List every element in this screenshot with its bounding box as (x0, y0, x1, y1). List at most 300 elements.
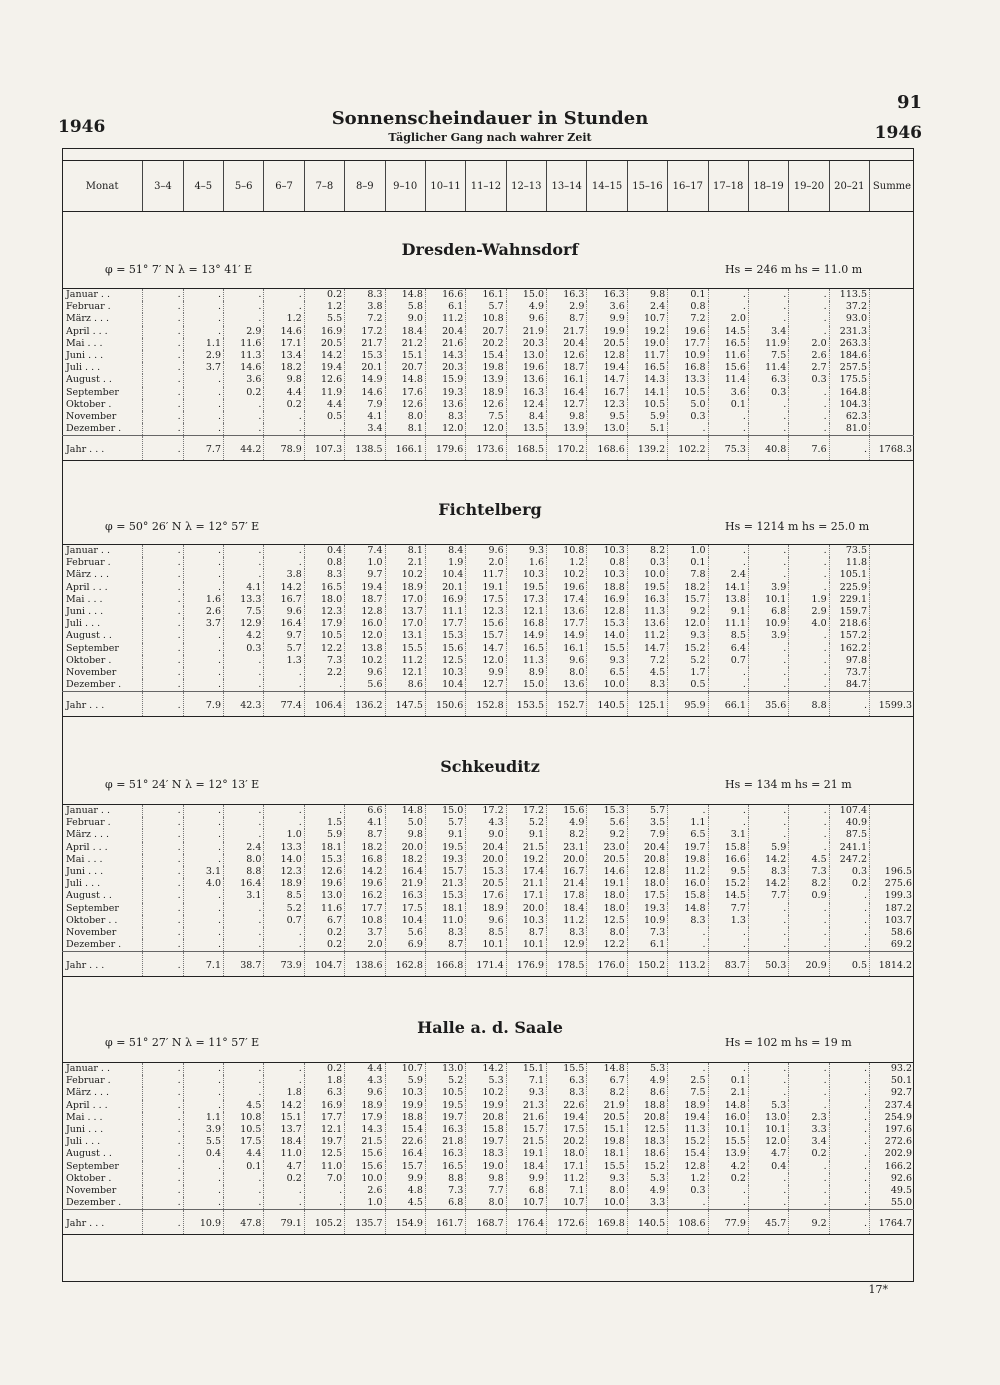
table-cell: 15.8 (466, 1124, 506, 1136)
table-cell: 20.7 (466, 326, 506, 338)
table-cell: 14.8 (385, 374, 425, 386)
year-total-cell: 152.7 (547, 692, 587, 717)
table-cell: 14.8 (385, 805, 425, 818)
table-cell: 8.7 (425, 939, 465, 952)
table-cell (870, 313, 915, 325)
table-cell (870, 594, 915, 606)
table-cell: 10.3 (587, 545, 627, 558)
table-cell: 8.3 (345, 289, 385, 302)
month-label: November (66, 666, 117, 678)
table-cell: . (143, 1075, 183, 1087)
column-header-row (62, 160, 914, 212)
table-cell: 9.6 (345, 1087, 385, 1099)
table-cell: 5.7 (627, 805, 667, 818)
table-cell: 0.4 (748, 1161, 788, 1173)
table-cell: . (224, 399, 264, 411)
table-cell: 15.3 (587, 618, 627, 630)
table-cell: 20.4 (466, 842, 506, 854)
table-cell: 15.2 (627, 1161, 667, 1173)
table-cell: . (224, 301, 264, 313)
year-total-cell: 139.2 (627, 436, 667, 461)
table-cell: . (789, 399, 829, 411)
table-cell: 17.1 (506, 890, 546, 902)
year-total-cell: 7.6 (789, 436, 829, 461)
table-cell: 17.7 (668, 338, 708, 350)
table-cell: . (304, 1185, 344, 1197)
table-cell: 17.2 (345, 326, 385, 338)
table-cell: . (829, 1185, 869, 1197)
table-cell: 11.7 (627, 350, 667, 362)
table-cell (870, 842, 915, 854)
table-cell: 13.3 (224, 594, 264, 606)
table-cell: 8.3 (425, 927, 465, 939)
month-label: November (66, 926, 117, 938)
year-total-cell: 1764.7 (870, 1210, 915, 1235)
table-cell: 20.0 (466, 854, 506, 866)
table-cell: . (789, 927, 829, 939)
table-cell: 19.5 (425, 842, 465, 854)
table-cell: 11.0 (304, 1161, 344, 1173)
table-cell: 9.6 (466, 545, 506, 558)
table-cell: 4.0 (183, 878, 223, 890)
table-cell: . (829, 890, 869, 902)
month-label: Oktober . (66, 398, 112, 410)
table-cell: 5.3 (748, 1100, 788, 1112)
table-cell: 11.3 (668, 1124, 708, 1136)
table-cell: 1.7 (668, 667, 708, 679)
table-cell: 20.4 (425, 326, 465, 338)
table-cell: . (183, 387, 223, 399)
table-cell: . (143, 582, 183, 594)
table-cell: 20.7 (385, 362, 425, 374)
month-label: Juli . . . (66, 362, 101, 374)
column-header: Summe (870, 161, 915, 212)
table-row (62, 667, 914, 679)
table-cell: 9.3 (587, 655, 627, 667)
table-cell: . (143, 423, 183, 436)
table-cell: 1.0 (668, 545, 708, 558)
table-cell: 8.2 (789, 878, 829, 890)
table-cell: . (224, 1087, 264, 1099)
month-label: März . . . (66, 829, 110, 841)
table-cell: 21.4 (547, 878, 587, 890)
table-cell: 17.6 (385, 387, 425, 399)
year-total-cell: 77.9 (708, 1210, 748, 1235)
year-total-cell: 161.7 (425, 1210, 465, 1235)
table-cell: 16.4 (385, 1148, 425, 1160)
table-cell: 15.1 (385, 350, 425, 362)
table-cell: 17.6 (466, 890, 506, 902)
table-cell: . (789, 569, 829, 581)
table-cell: . (829, 1197, 869, 1210)
table-cell: 8.3 (547, 1087, 587, 1099)
table-cell: 17.5 (224, 1136, 264, 1148)
month-label: August . . (66, 1148, 112, 1160)
page-subtitle: Täglicher Gang nach wahrer Zeit (388, 131, 592, 144)
year-total-cell: 9.2 (789, 1210, 829, 1235)
table-cell: 10.7 (547, 1197, 587, 1210)
table-cell: . (708, 301, 748, 313)
table-cell: 7.3 (304, 655, 344, 667)
table-cell: . (143, 1063, 183, 1076)
table-cell: 6.7 (304, 915, 344, 927)
table-cell: 15.1 (587, 1124, 627, 1136)
table-cell: 13.9 (547, 423, 587, 436)
year-total-cell: 168.5 (506, 436, 546, 461)
table-cell: 81.0 (829, 423, 869, 436)
table-cell (870, 411, 915, 423)
table-cell: 7.1 (506, 1075, 546, 1087)
table-cell: 4.2 (224, 630, 264, 642)
table-cell: 5.2 (264, 903, 304, 915)
table-cell: . (183, 1075, 223, 1087)
table-cell: 159.7 (829, 606, 869, 618)
table-cell: 3.9 (748, 582, 788, 594)
table-cell: 2.5 (668, 1075, 708, 1087)
table-cell: 6.7 (587, 1075, 627, 1087)
table-row (62, 1063, 914, 1076)
table-cell: 7.5 (466, 411, 506, 423)
table-cell: 11.8 (829, 557, 869, 569)
table-cell: 4.2 (708, 1161, 748, 1173)
table-cell: 8.5 (466, 927, 506, 939)
table-cell: 18.9 (385, 582, 425, 594)
table-cell: 10.5 (668, 387, 708, 399)
table-cell: 4.9 (627, 1075, 667, 1087)
table-cell: . (183, 817, 223, 829)
table-cell: . (748, 569, 788, 581)
year-total-cell: 152.8 (466, 692, 506, 717)
table-row (62, 1148, 914, 1160)
month-label: Oktober . . (66, 914, 118, 926)
table-cell: 12.9 (547, 939, 587, 952)
table-cell: 16.3 (627, 594, 667, 606)
table-cell: 14.2 (264, 582, 304, 594)
table-cell: 3.5 (627, 817, 667, 829)
year-total-cell: 147.5 (385, 692, 425, 717)
column-header: 11–12 (466, 161, 506, 212)
table-cell: 9.8 (385, 829, 425, 841)
table-cell: 9.0 (466, 829, 506, 841)
table-cell: 14.2 (345, 866, 385, 878)
table-cell: 105.1 (829, 569, 869, 581)
table-cell: . (304, 423, 344, 436)
table-cell: 1.2 (668, 1173, 708, 1185)
table-cell: 15.9 (425, 374, 465, 386)
table-cell: 12.5 (425, 655, 465, 667)
month-label: Mai . . . (66, 853, 103, 865)
table-cell: . (143, 1197, 183, 1210)
table-cell: 73.7 (829, 667, 869, 679)
table-cell: 17.7 (345, 903, 385, 915)
table-cell: 15.7 (425, 866, 465, 878)
table-cell: 9.6 (506, 313, 546, 325)
table-cell: 13.8 (708, 594, 748, 606)
table-cell: . (748, 1173, 788, 1185)
table-cell: 7.9 (627, 829, 667, 841)
table-cell: 2.9 (183, 350, 223, 362)
table-cell: . (183, 927, 223, 939)
table-cell: . (224, 423, 264, 436)
table-cell: 5.9 (627, 411, 667, 423)
column-header: 14–15 (587, 161, 627, 212)
table-cell: . (183, 854, 223, 866)
table-cell: 17.4 (506, 866, 546, 878)
table-cell: 1.5 (304, 817, 344, 829)
table-cell (870, 655, 915, 667)
table-cell: 257.5 (829, 362, 869, 374)
year-total-cell: 125.1 (627, 692, 667, 717)
table-row (62, 866, 914, 878)
month-label: Juli . . . (66, 618, 101, 630)
table-cell (870, 854, 915, 866)
table-cell: 197.6 (870, 1124, 915, 1136)
table-row (62, 313, 914, 325)
table-cell: 0.9 (789, 890, 829, 902)
table-cell: . (789, 679, 829, 692)
table-row (62, 842, 914, 854)
table-cell: 7.4 (345, 545, 385, 558)
table-cell: 8.7 (547, 313, 587, 325)
table-cell: 0.4 (183, 1148, 223, 1160)
year-total-cell: 138.5 (345, 436, 385, 461)
table-cell: 12.3 (304, 606, 344, 618)
table-cell: 19.9 (385, 1100, 425, 1112)
table-cell: 15.2 (708, 878, 748, 890)
column-header: 3–4 (143, 161, 183, 212)
table-cell: 7.8 (668, 569, 708, 581)
table-cell (870, 289, 915, 302)
table-cell: 11.3 (224, 350, 264, 362)
table-cell: 16.3 (547, 289, 587, 302)
table-cell: 1.6 (183, 594, 223, 606)
table-cell: 9.6 (466, 915, 506, 927)
table-cell: 0.2 (304, 289, 344, 302)
year-total-cell: . (829, 1210, 869, 1235)
year-total-cell: 75.3 (708, 436, 748, 461)
table-cell: 8.4 (506, 411, 546, 423)
month-label: September (66, 1160, 119, 1172)
table-cell: 6.1 (627, 939, 667, 952)
table-cell: . (748, 1197, 788, 1210)
table-cell: . (183, 1063, 223, 1076)
table-cell: 16.4 (264, 618, 304, 630)
table-cell: 11.2 (547, 1173, 587, 1185)
table-cell: . (224, 411, 264, 423)
table-cell: 12.5 (627, 1124, 667, 1136)
table-cell: 164.8 (829, 387, 869, 399)
table-cell: 2.7 (789, 362, 829, 374)
table-cell: . (789, 915, 829, 927)
table-cell: 12.6 (304, 374, 344, 386)
table-cell: 21.8 (425, 1136, 465, 1148)
table-cell: 2.0 (466, 557, 506, 569)
table-cell: 21.9 (587, 1100, 627, 1112)
table-cell: 17.9 (304, 618, 344, 630)
table-cell: 19.6 (668, 326, 708, 338)
table-cell: . (264, 557, 304, 569)
table-cell: 0.2 (789, 1148, 829, 1160)
station-data-table (62, 804, 914, 977)
station-elevation: Hs = 1214 m hs = 25.0 m (725, 520, 870, 533)
table-cell: 55.0 (870, 1197, 915, 1210)
table-cell: 14.3 (627, 374, 667, 386)
table-cell: 16.7 (264, 594, 304, 606)
table-cell: . (668, 805, 708, 818)
month-label: Juni . . . (66, 350, 104, 362)
table-cell: 13.0 (425, 1063, 465, 1076)
table-cell: 0.7 (708, 655, 748, 667)
table-cell: 20.8 (627, 854, 667, 866)
table-cell: . (789, 557, 829, 569)
table-cell: 13.0 (748, 1112, 788, 1124)
year-total-cell: 168.7 (466, 1210, 506, 1235)
table-cell: 2.1 (385, 557, 425, 569)
table-cell: 92.6 (870, 1173, 915, 1185)
table-cell: 16.7 (547, 866, 587, 878)
month-label: März . . . (66, 569, 110, 581)
table-cell: 10.1 (466, 939, 506, 952)
table-row (62, 655, 914, 667)
table-cell: 10.8 (345, 915, 385, 927)
table-cell: 18.4 (385, 326, 425, 338)
table-cell: . (224, 655, 264, 667)
table-cell: 10.3 (506, 915, 546, 927)
year-total-cell: 140.5 (627, 1210, 667, 1235)
table-cell: 19.1 (506, 1148, 546, 1160)
table-cell: . (143, 338, 183, 350)
table-cell: . (183, 915, 223, 927)
table-cell: 7.1 (547, 1185, 587, 1197)
table-cell: 17.7 (304, 1112, 344, 1124)
column-header: 13–14 (547, 161, 587, 212)
table-cell: 5.5 (183, 1136, 223, 1148)
table-cell: 12.5 (587, 915, 627, 927)
table-cell: . (143, 679, 183, 692)
table-cell: 13.5 (506, 423, 546, 436)
month-label: April . . . (66, 841, 108, 853)
table-cell: 16.4 (547, 387, 587, 399)
table-cell: 69.2 (870, 939, 915, 952)
table-cell: 14.8 (668, 903, 708, 915)
table-cell: 11.7 (466, 569, 506, 581)
table-cell: 1.3 (708, 915, 748, 927)
year-total-cell: 8.8 (789, 692, 829, 717)
year-total-cell: . (143, 952, 183, 977)
table-cell: 15.5 (385, 643, 425, 655)
table-cell: . (264, 1075, 304, 1087)
year-total-cell: 66.1 (708, 692, 748, 717)
year-total-cell: 7.9 (183, 692, 223, 717)
table-cell: 20.8 (466, 1112, 506, 1124)
table-cell: 17.2 (466, 805, 506, 818)
table-cell: 229.1 (829, 594, 869, 606)
table-cell: 13.0 (587, 423, 627, 436)
table-cell: 0.2 (304, 939, 344, 952)
table-row (62, 350, 914, 362)
month-label: Januar . . (66, 805, 110, 817)
table-cell: 12.8 (668, 1161, 708, 1173)
table-cell: 20.2 (547, 1136, 587, 1148)
table-cell: 5.9 (748, 842, 788, 854)
table-cell: 16.1 (466, 289, 506, 302)
table-cell: 16.9 (425, 594, 465, 606)
table-cell: 5.2 (506, 817, 546, 829)
month-label: Oktober . (66, 1172, 112, 1184)
table-cell: 11.2 (627, 630, 667, 642)
year-label: Jahr . . . (62, 436, 143, 461)
table-cell: . (224, 1075, 264, 1087)
table-cell: 15.4 (668, 1148, 708, 1160)
table-cell: 17.5 (466, 594, 506, 606)
table-row (62, 915, 914, 927)
month-label: Februar . (66, 1075, 111, 1087)
table-cell: . (668, 1197, 708, 1210)
table-cell: . (829, 903, 869, 915)
table-cell: 12.6 (466, 399, 506, 411)
table-cell: . (748, 927, 788, 939)
year-total-cell: 113.2 (668, 952, 708, 977)
table-cell: . (224, 1063, 264, 1076)
year-total-cell: 176.9 (506, 952, 546, 977)
table-row (62, 817, 914, 829)
year-total-cell: 7.7 (183, 436, 223, 461)
table-cell: 9.6 (547, 655, 587, 667)
table-cell: 18.0 (304, 594, 344, 606)
station-coordinates: φ = 51° 24′ N λ = 12° 13′ E (105, 778, 260, 791)
table-cell: 10.2 (466, 1087, 506, 1099)
table-cell: . (668, 423, 708, 436)
table-cell: . (748, 829, 788, 841)
table-cell: 84.7 (829, 679, 869, 692)
month-label: Juli . . . (66, 1136, 101, 1148)
table-cell: 19.6 (345, 878, 385, 890)
table-cell: 0.8 (668, 301, 708, 313)
table-cell: 19.4 (668, 1112, 708, 1124)
table-cell: 21.5 (345, 1136, 385, 1148)
table-row (62, 582, 914, 594)
table-row (62, 557, 914, 569)
table-cell: 7.3 (789, 866, 829, 878)
table-cell: 18.8 (627, 1100, 667, 1112)
table-cell: 17.7 (547, 618, 587, 630)
table-cell: . (143, 643, 183, 655)
month-label: August . . (66, 374, 112, 386)
table-cell: 10.3 (506, 569, 546, 581)
column-header: Monat (62, 161, 143, 212)
table-cell: 7.2 (668, 313, 708, 325)
table-cell: . (789, 1087, 829, 1099)
table-cell: . (829, 1112, 869, 1124)
table-cell: 12.3 (466, 606, 506, 618)
table-cell: 18.1 (587, 1148, 627, 1160)
table-cell: 12.5 (304, 1148, 344, 1160)
table-cell: 10.0 (345, 1173, 385, 1185)
table-cell: 22.6 (547, 1100, 587, 1112)
table-cell: 8.9 (506, 667, 546, 679)
year-total-cell: 166.8 (425, 952, 465, 977)
table-cell: 0.3 (668, 411, 708, 423)
table-cell: 6.9 (385, 939, 425, 952)
year-total-cell: 45.7 (748, 1210, 788, 1235)
month-label: April . . . (66, 581, 108, 593)
table-cell: 10.9 (627, 915, 667, 927)
table-cell: . (708, 679, 748, 692)
table-cell: 14.1 (627, 387, 667, 399)
table-cell: . (183, 842, 223, 854)
year-total-cell: 150.6 (425, 692, 465, 717)
table-cell: 5.3 (627, 1173, 667, 1185)
